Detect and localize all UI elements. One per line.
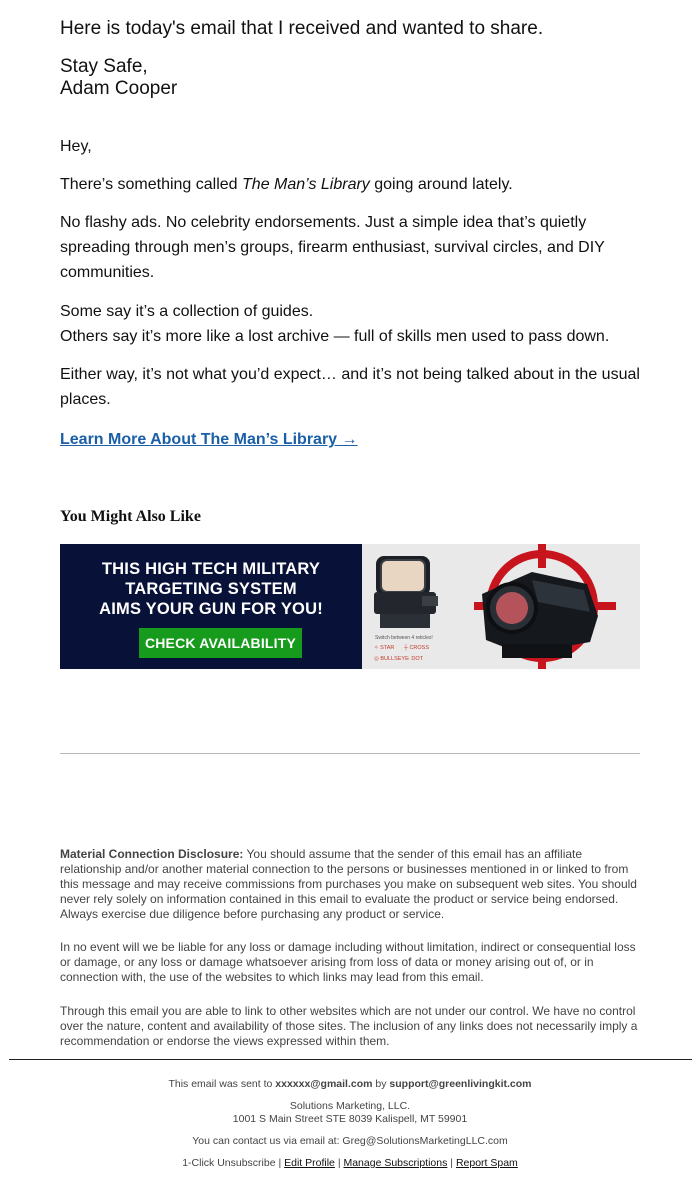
disclosure-paragraph-1 <box>60 847 640 922</box>
disclosure-paragraph-2: In no event will we be liable for any loss or damage including without limitation, indirect or consequential loss or damage, or any loss or damage whatsoever arising from loss of data or money arising out of, or in connection with, the use of the websites to which links may lead from this email. <box>60 940 636 984</box>
recommend-heading-block <box>60 508 640 526</box>
recommend-heading: You Might Also Like <box>60 508 201 525</box>
ad-banner[interactable] <box>60 544 640 669</box>
reticle-caption: Switch between 4 reticles! <box>375 635 433 641</box>
disclosure-paragraph-3: Through this email you are able to link to other websites which are not under our control. We have no control over the nature, content and availability of those sites. The inclusion of any links does not necessarily imply a recommendation or endorse the views expressed within them. <box>60 1004 638 1048</box>
greeting-block <box>60 134 640 159</box>
divider <box>60 753 640 754</box>
sent-prefix: This email was sent to <box>168 1078 276 1090</box>
learn-more-link[interactable]: Learn More About The Man’s Library → <box>60 431 358 448</box>
disclosure-label: Material Connection Disclosure: <box>60 847 244 861</box>
intro-line: Here is today's email that I received and wanted to share. <box>60 18 544 39</box>
sender-email: support@greenlivingkit.com <box>389 1078 532 1090</box>
reticle-cross-label: ┼ CROSS <box>404 645 429 651</box>
separator: | <box>275 1157 285 1169</box>
sent-to-line <box>0 1078 700 1091</box>
small-sight-icon <box>374 556 438 628</box>
paragraph-2 <box>60 210 640 285</box>
cta-block <box>60 431 640 449</box>
company-name: Solutions Marketing, LLC. <box>289 1100 411 1112</box>
signature-block <box>60 56 640 100</box>
paragraph-3-line-2: Others say it’s more like a lost archive — full of skills men used to pass down. <box>60 328 610 345</box>
manage-subscriptions-link[interactable]: Manage Subscriptions <box>343 1157 448 1169</box>
recipient-email: xxxxxx@gmail.com <box>275 1078 373 1090</box>
unsubscribe-text[interactable]: 1-Click Unsubscribe <box>182 1157 276 1169</box>
p1-after: going around lately. <box>369 176 513 193</box>
footer-divider <box>9 1059 692 1060</box>
greeting: Hey, <box>60 138 92 155</box>
disclosure-text-1: You should assume that the sender of this email has an affiliate relationship and/or another material connection to the persons or businesses mentioned in or linked to from this message and may receive commissions from purchases you make on subsequent web sites. You should never rely solely on information contained in this email to evaluate the product or service being endorsed. Always exercise due diligence before purchasing any product or service. <box>60 847 637 921</box>
check-availability-button[interactable]: CHECK AVAILABILITY <box>139 628 302 658</box>
ad-banner-left <box>60 544 362 669</box>
paragraph-4 <box>60 362 640 412</box>
reticle-dot-label: · DOT <box>408 656 423 662</box>
paragraph-3-line-1: Some say it’s a collection of guides. <box>60 303 314 320</box>
separator: | <box>447 1157 456 1169</box>
reticle-star-label: ✧ STAR <box>374 645 395 651</box>
paragraph-1 <box>60 172 640 197</box>
separator: | <box>334 1157 344 1169</box>
paragraph-2-text: No flashy ads. No celebrity endorsements. Just a simple idea that’s quietly spreading through men’s groups, firearm enthusiast, survival circles, and DIY communities. <box>60 214 605 281</box>
p1-before: There’s something called <box>60 176 243 193</box>
book-title: The Man’s Library <box>242 176 370 193</box>
paragraph-1-text <box>60 172 640 197</box>
contact-line: You can contact us via email at: Greg@SolutionsMarketingLLC.com <box>192 1135 508 1147</box>
sent-by: by <box>372 1078 390 1090</box>
edit-profile-link[interactable]: Edit Profile <box>284 1157 335 1169</box>
paragraph-3 <box>60 299 640 349</box>
sender-name: Adam Cooper <box>60 78 178 99</box>
company-address: 1001 S Main Street STE 8039 Kalispell, MT 59901 <box>232 1113 468 1125</box>
intro-block <box>60 17 640 41</box>
reticle-bullseye-label: ◎ BULLSEYE <box>374 656 409 662</box>
signoff: Stay Safe, <box>60 56 148 77</box>
footer-links <box>0 1157 700 1170</box>
ad-headline: THIS HIGH TECH MILITARY TARGETING SYSTEM AIMS YOUR GUN FOR YOU! <box>99 560 323 618</box>
report-spam-link[interactable]: Report Spam <box>455 1157 518 1169</box>
red-dot-sight-image <box>362 544 640 669</box>
ad-banner-right <box>362 544 640 669</box>
paragraph-4-text: Either way, it’s not what you’d expect… and it’s not being talked about in the usual places. <box>60 366 640 408</box>
